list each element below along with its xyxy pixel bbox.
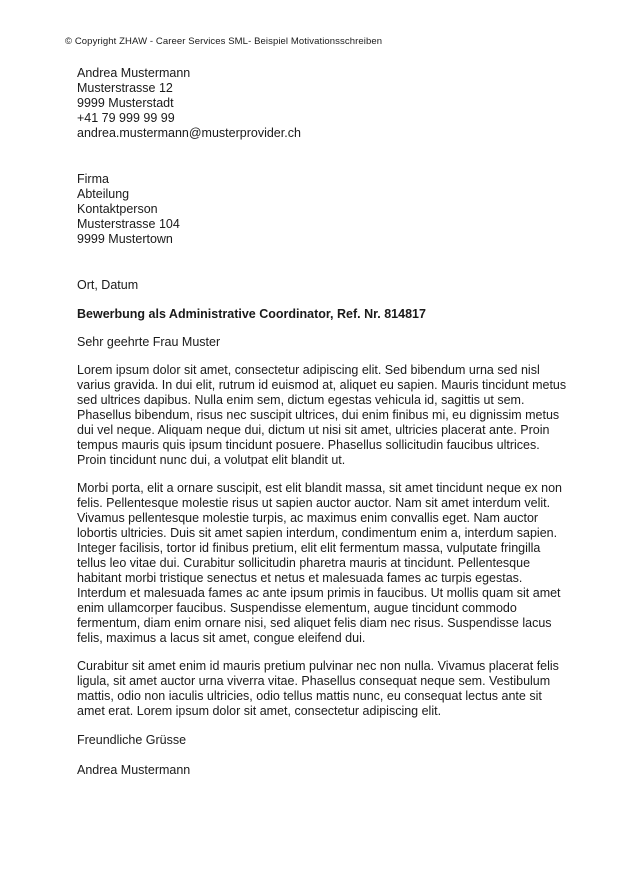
body-paragraph-3: Curabitur sit amet enim id mauris pretium pulvinar nec non nulla. Vivamus placerat felis ligula, sit amet auctor urna viverra vitae. Phasellus consequat neque sem. Vestibulum mattis, odio non iaculis ultricies, odio tellus mattis nunc, eu consequat lectus ante sit amet erat. Lorem ipsum dolor sit amet, consectetur adipiscing elit. (77, 659, 559, 718)
recipient-contact-person: Kontaktperson (77, 202, 158, 216)
sender-name: Andrea Mustermann (77, 66, 191, 80)
sender-email: andrea.mustermann@musterprovider.ch (77, 126, 301, 140)
sender-street: Musterstrasse 12 (77, 81, 173, 95)
recipient-department: Abteilung (77, 187, 130, 201)
letter-content (77, 66, 569, 778)
recipient-street: Musterstrasse 104 (77, 217, 180, 231)
body-paragraph-2: Morbi porta, elit a ornare suscipit, est elit blandit massa, sit amet tincidunt neque ex non felis. Pellentesque molestie risus ut sapien auctor auctor. Nam sit amet interdum velit. Vivamus pellentesque molestie turpis, ac maximus enim convallis eget. Nam auctor lobortis ultricies. Duis sit amet sapien interdum, condimentum enim a, interdum sapien. Integer facilisis, tortor id finibus pretium, elit elit fermentum massa, vulputate fringilla tellus leo vitae dui. Curabitur sollicitudin pharetra mauris at tincidunt. Pellentesque habitant morbi tristique senectus et netus et malesuada fames ac turpis egestas. Interdum et malesuada fames ac ante ipsum primis in faucibus. Ut mollis quam sit amet enim ullamcorper faucibus. Suspendisse elementum, augue tincidunt commodo fermentum, diam enim ornare nisi, sed aliquet felis diam nec risus. Suspendisse lacus felis, maximus a lacus sit amet, congue eleifend dui. (77, 481, 562, 645)
recipient-company: Firma (77, 172, 109, 186)
signature-name: Andrea Mustermann (77, 763, 191, 777)
place-date-line: Ort, Datum (77, 278, 139, 292)
body-paragraph-1: Lorem ipsum dolor sit amet, consectetur adipiscing elit. Sed bibendum urna sed nisl varius gravida. In dui elit, rutrum id euismod at, aliquet eu sapien. Mauris tincidunt metus sed ultrices dapibus. Nulla enim sem, dictum egestas vehicula id, sagittis ut sem. Phasellus bibendum, risus nec suscipit ultrices, dui enim finibus mi, eu dignissim metus dui vel neque. Aliquam neque dui, dictum ut nisi sit amet, ultricies placerat ante. Proin tempus mauris quis ipsum tincidunt posuere. Phasellus sollicitudin faucibus ultrices. Proin tincidunt nunc dui, a volutpat elit blandit ut. (77, 363, 567, 467)
copyright-line: © Copyright ZHAW - Career Services SML- Beispiel Motivationsschreiben (65, 36, 383, 47)
recipient-city: 9999 Mustertown (77, 232, 173, 246)
recipient-address-block (77, 172, 569, 247)
sender-phone: +41 79 999 99 99 (77, 111, 175, 125)
closing-line: Freundliche Grüsse (77, 733, 187, 747)
sender-city: 9999 Musterstadt (77, 96, 174, 110)
sender-address-block (77, 66, 569, 141)
salutation-line: Sehr geehrte Frau Muster (77, 335, 221, 349)
subject-line: Bewerbung als Administrative Coordinator, Ref. Nr. 814817 (77, 307, 426, 321)
